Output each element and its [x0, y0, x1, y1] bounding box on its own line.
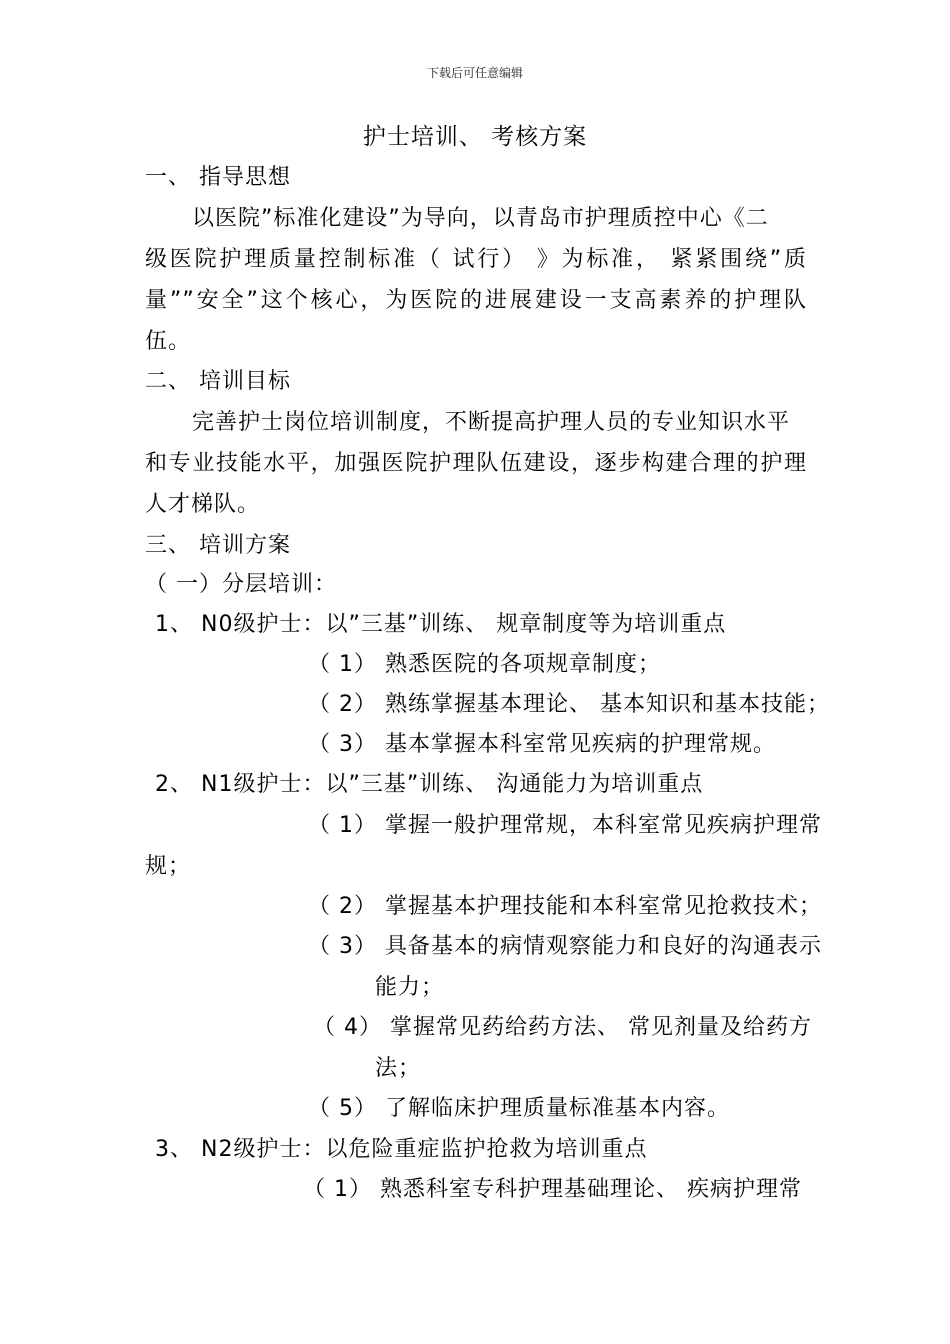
level-heading-n2: 3、 N2级护士：以危险重症监护抢救为培训重点	[155, 1137, 648, 1162]
list-item: （ 1） 掌握一般护理常规，本科室常见疾病护理常	[308, 813, 822, 838]
level-heading-n1: 2、 N1级护士：以”三基”训练、 沟通能力为培训重点	[155, 772, 704, 797]
list-item: （ 4） 掌握常见药给药方法、 常见剂量及给药方	[313, 1015, 812, 1040]
paragraph-line: 完善护士岗位培训制度，不断提高护理人员的专业知识水平	[192, 410, 791, 435]
subsection-heading: （ 一）分层培训：	[145, 572, 337, 597]
document-title: 护士培训、 考核方案	[362, 124, 588, 150]
list-item-continuation: 规；	[145, 854, 192, 879]
section-heading-2: 二、 培训目标	[145, 369, 291, 394]
list-item: （ 5） 了解临床护理质量标准基本内容。	[308, 1096, 730, 1121]
list-item: （ 3） 基本掌握本科室常见疾病的护理常规。	[308, 732, 776, 757]
list-item-continuation: 法；	[375, 1056, 422, 1081]
section-heading-1: 一、 指导思想	[145, 165, 291, 190]
list-item: （ 3） 具备基本的病情观察能力和良好的沟通表示	[308, 934, 822, 959]
paragraph-line: 以医院”标准化建设”为导向，以青岛市护理质控中心《二	[192, 206, 769, 231]
list-item: （ 2） 熟练掌握基本理论、 基本知识和基本技能；	[308, 692, 830, 717]
paragraph-line: 级医院护理质量控制标准（ 试行） 》为标准， 紧紧围绕”质	[145, 247, 807, 272]
paragraph-line: 量””安全”这个核心，为医院的进展建设一支高素养的护理队	[145, 288, 807, 313]
page-header: 下载后可任意编辑	[426, 66, 523, 80]
list-item: （ 1） 熟悉医院的各项规章制度；	[308, 652, 661, 677]
list-item: （ 2） 掌握基本护理技能和本科室常见抢救技术；	[308, 894, 822, 919]
list-item-continuation: 能力；	[375, 975, 445, 1000]
list-item: （ 1） 熟悉科室专科护理基础理论、 疾病护理常	[303, 1177, 802, 1202]
section-heading-3: 三、 培训方案	[145, 533, 291, 558]
level-heading-n0: 1、 N0级护士：以”三基”训练、 规章制度等为培训重点	[155, 612, 727, 637]
paragraph-line: 和专业技能水平，加强医院护理队伍建设，逐步构建合理的护理	[145, 451, 807, 476]
paragraph-line: 人才梯队。	[145, 492, 261, 517]
paragraph-line: 伍。	[145, 329, 192, 354]
